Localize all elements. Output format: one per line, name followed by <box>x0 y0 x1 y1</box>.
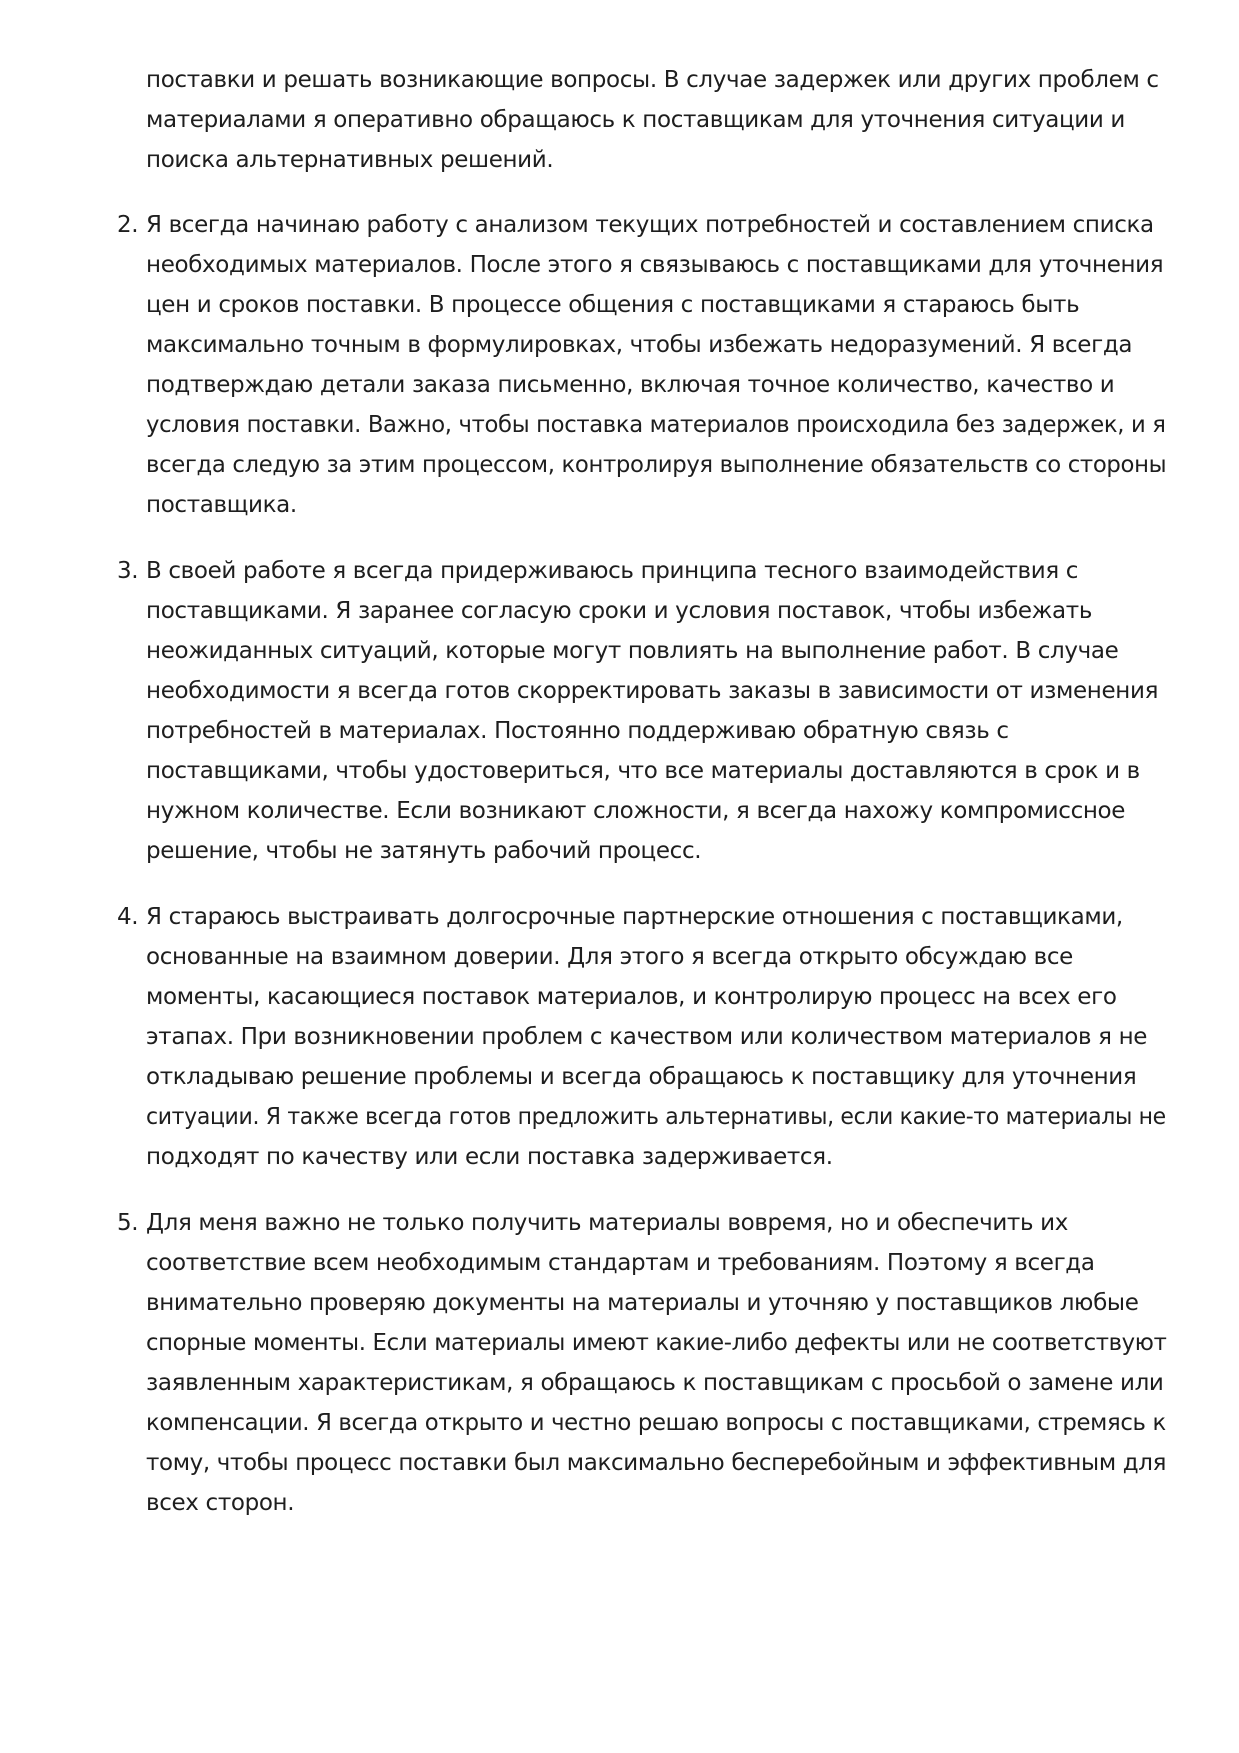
text-line: заявленным характеристикам, я обращаюсь к поставщикам с просьбой о замене или <box>146 1370 1164 1396</box>
list-item-5 <box>117 1203 1167 1523</box>
text-line: всех сторон. <box>146 1490 295 1516</box>
text-line: тому, чтобы процесс поставки был максимально бесперебойным и эффективным для <box>146 1450 1167 1476</box>
list-item-2 <box>117 205 1167 525</box>
text-line: необходимости я всегда готов скорректировать заказы в зависимости от изменения <box>146 678 1159 704</box>
text-line: Я стараюсь выстраивать долгосрочные партнерские отношения с поставщиками, <box>146 904 1123 930</box>
text-line: соответствие всем необходимым стандартам и требованиям. Поэтому я всегда <box>146 1250 1095 1276</box>
text-line: неожиданных ситуаций, которые могут повлиять на выполнение работ. В случае <box>146 638 1119 664</box>
list-item-1-continued <box>146 60 1166 180</box>
text-line: внимательно проверяю документы на материалы и уточняю у поставщиков любые <box>146 1290 1139 1316</box>
text-line: условия поставки. Важно, чтобы поставка материалов происходила без задержек, и я <box>146 412 1166 438</box>
text-line: ситуации. Я также всегда готов предложить альтернативы, если какие-то материалы не <box>146 1104 1166 1130</box>
text-line: максимально точным в формулировках, чтобы избежать недоразумений. Я всегда <box>146 332 1133 358</box>
text-line: цен и сроков поставки. В процессе общения с поставщиками я стараюсь быть <box>146 292 1080 318</box>
text-line: нужном количестве. Если возникают сложности, я всегда нахожу компромиссное <box>146 798 1126 824</box>
text-line: необходимых материалов. После этого я связываюсь с поставщиками для уточнения <box>146 252 1164 278</box>
text-line: компенсации. Я всегда открыто и честно решаю вопросы с поставщиками, стремясь к <box>146 1410 1166 1436</box>
list-number: 2. <box>117 212 139 238</box>
list-item-3 <box>117 551 1166 871</box>
text-line: В своей работе я всегда придерживаюсь принципа тесного взаимодействия с <box>146 558 1079 584</box>
text-line: моменты, касающиеся поставок материалов, и контролирую процесс на всех его <box>146 984 1117 1010</box>
text-line: основанные на взаимном доверии. Для этого я всегда открыто обсуждаю все <box>146 944 1073 970</box>
text-line: всегда следую за этим процессом, контролируя выполнение обязательств со стороны <box>146 452 1167 478</box>
text-line: Я всегда начинаю работу с анализом текущих потребностей и составлением списка <box>146 212 1154 238</box>
list-number: 5. <box>117 1210 139 1236</box>
list-number: 4. <box>117 904 139 930</box>
text-line: спорные моменты. Если материалы имеют какие-либо дефекты или не соответствуют <box>146 1330 1167 1356</box>
text-line: подтверждаю детали заказа письменно, включая точное количество, качество и <box>146 372 1115 398</box>
text-line: поставщиками, чтобы удостовериться, что все материалы доставляются в срок и в <box>146 758 1140 784</box>
text-line: потребностей в материалах. Постоянно поддерживаю обратную связь с <box>146 718 1009 744</box>
text-line: материалами я оперативно обращаюсь к поставщикам для уточнения ситуации и <box>146 107 1126 133</box>
text-line: поставщика. <box>146 492 297 518</box>
text-line: поиска альтернативных решений. <box>146 147 554 173</box>
text-line: поставки и решать возникающие вопросы. В случае задержек или других проблем с <box>146 67 1159 93</box>
text-line: откладываю решение проблемы и всегда обращаюсь к поставщику для уточнения <box>146 1064 1137 1090</box>
text-line: этапах. При возникновении проблем с качеством или количеством материалов я не <box>146 1024 1148 1050</box>
list-number: 3. <box>117 558 139 584</box>
text-line: Для меня важно не только получить материалы вовремя, но и обеспечить их <box>146 1210 1068 1236</box>
text-line: подходят по качеству или если поставка задерживается. <box>146 1144 833 1170</box>
text-line: решение, чтобы не затянуть рабочий процесс. <box>146 838 702 864</box>
text-line: поставщиками. Я заранее согласую сроки и условия поставок, чтобы избежать <box>146 598 1093 624</box>
list-item-4 <box>117 897 1166 1177</box>
